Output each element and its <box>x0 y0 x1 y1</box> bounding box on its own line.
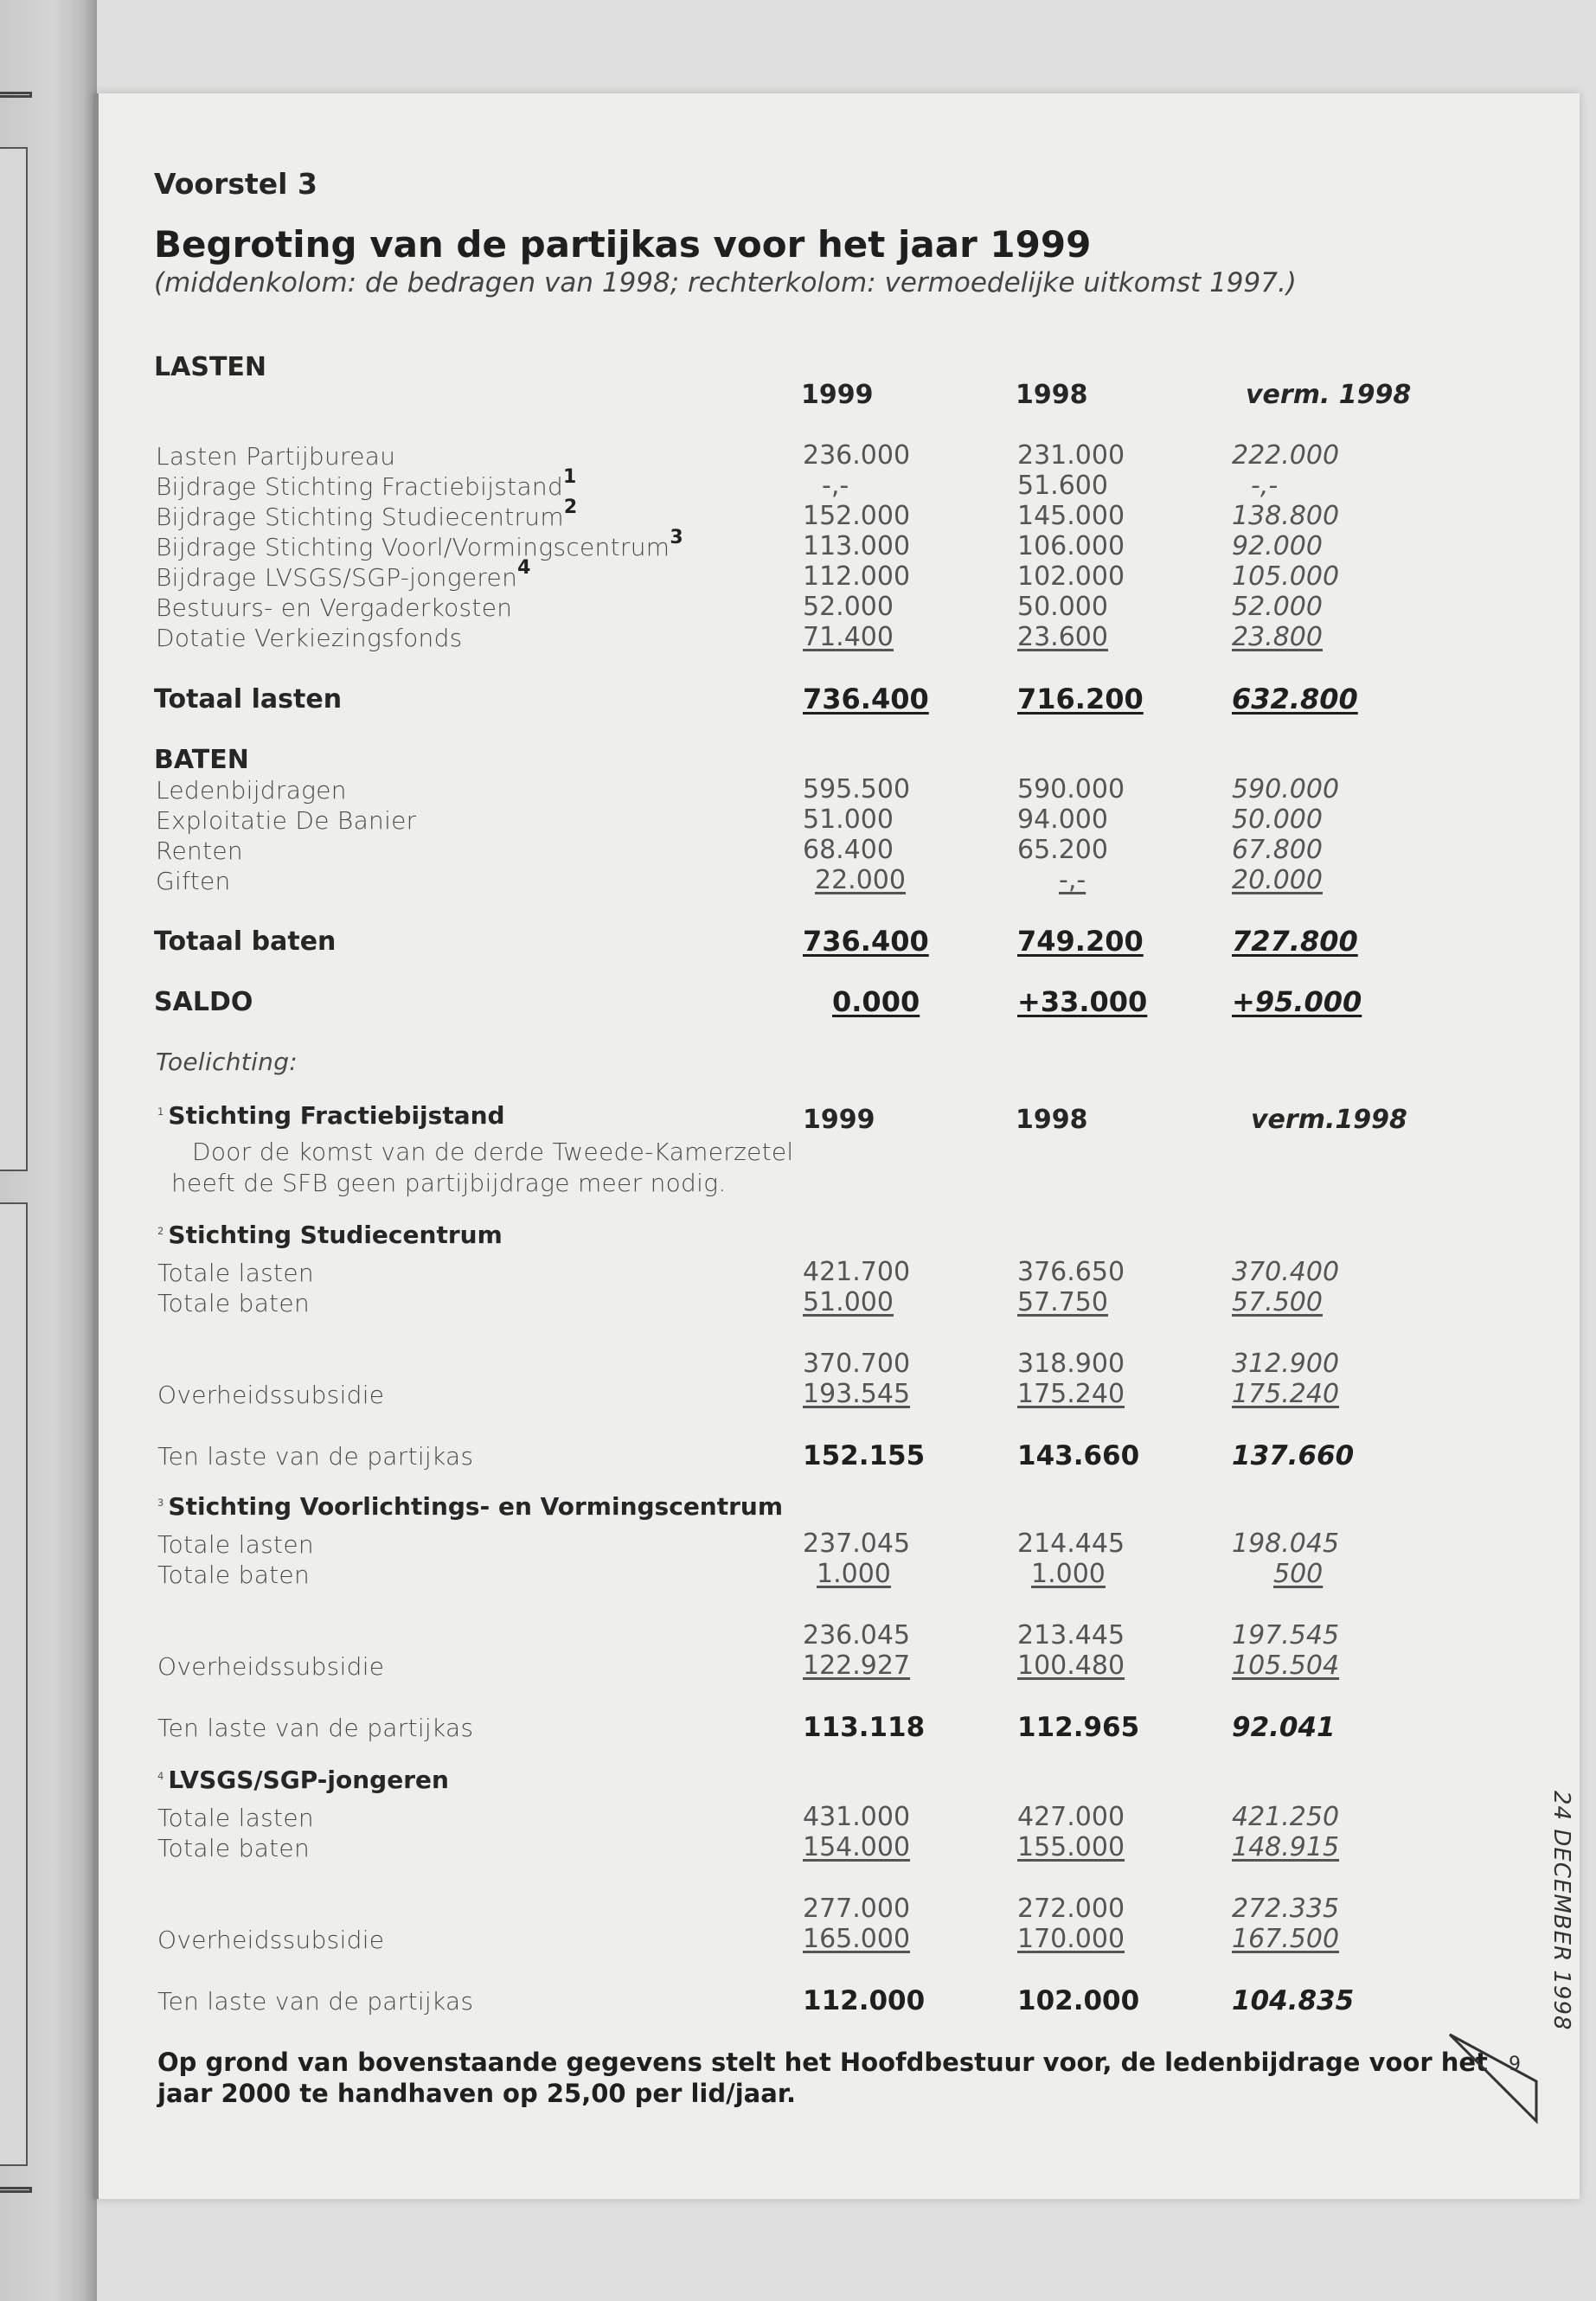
lasten-value: 152.000 <box>803 501 911 531</box>
binding-mark <box>0 2187 32 2193</box>
note4-value: 277.000 <box>803 1894 911 1924</box>
lasten-row-label <box>156 626 463 651</box>
saldo-1998: +33.000 <box>1017 985 1148 1018</box>
baten-value: 65.200 <box>1017 835 1108 865</box>
totaal-lasten-1999: 736.400 <box>803 683 929 715</box>
column-header-1999: 1999 <box>801 380 874 410</box>
lasten-value: 106.000 <box>1017 531 1125 561</box>
lasten-row-label-text: Bijdrage LVSGS/SGP-jongeren <box>156 563 518 592</box>
note3-row-label: Overheidssubsidie <box>157 1652 385 1681</box>
note4-value: 421.250 <box>1232 1802 1340 1832</box>
note4-value: 112.000 <box>803 1985 926 2016</box>
lasten-row-label <box>156 465 577 501</box>
note2-value: 193.545 <box>803 1379 911 1409</box>
note4-value: 167.500 <box>1232 1924 1340 1954</box>
note3-value: 112.965 <box>1017 1712 1140 1743</box>
baten-value: 590.000 <box>1017 774 1125 804</box>
lasten-row-label <box>156 442 396 471</box>
note3-value: 236.045 <box>803 1620 911 1650</box>
note2-number: 2 <box>157 1224 164 1237</box>
saldo-label: SALDO <box>154 987 253 1017</box>
note2-value: 175.240 <box>1017 1379 1125 1409</box>
note4-value: 165.000 <box>803 1924 911 1954</box>
lasten-row-label-text: Bestuurs- en Vergaderkosten <box>156 593 513 622</box>
note3-value: 1.000 <box>1031 1559 1106 1589</box>
lasten-value: 222.000 <box>1232 440 1340 471</box>
lasten-value: 51.600 <box>1017 471 1108 501</box>
note4-heading <box>157 1768 449 1792</box>
note4-value: 155.000 <box>1017 1832 1125 1862</box>
note2-heading <box>157 1223 503 1247</box>
page-corner-triangle-icon <box>1446 2031 1542 2126</box>
column-header-verm-1998: verm. 1998 <box>1246 380 1412 410</box>
baten-value: 67.800 <box>1232 835 1323 865</box>
note3-value: 1.000 <box>817 1559 891 1589</box>
baten-row-label: Exploitatie De Banier <box>156 806 417 835</box>
note2-value: 143.660 <box>1017 1440 1140 1471</box>
note3-value: 500 <box>1273 1559 1324 1589</box>
lasten-value: 113.000 <box>803 531 911 561</box>
issue-date: 24 DECEMBER 1998 <box>1548 1791 1574 2031</box>
note4-value: 272.335 <box>1232 1894 1340 1924</box>
baten-value: 94.000 <box>1017 804 1108 835</box>
note2-row-label: Ten laste van de partijkas <box>157 1442 474 1471</box>
footnote-ref: 4 <box>517 556 531 579</box>
note2-row-label: Totale baten <box>157 1289 311 1317</box>
note1-text: Door de komst van de derde Tweede-Kamerzetel <box>192 1138 794 1166</box>
lasten-value: 23.600 <box>1017 622 1108 652</box>
lasten-value: 92.000 <box>1232 531 1323 561</box>
note1-heading <box>157 1101 505 1130</box>
page-title: Begroting van de partijkas voor het jaar 1999 <box>154 223 1092 266</box>
baten-header: BATEN <box>154 745 249 775</box>
note3-row-label: Totale baten <box>157 1561 311 1589</box>
baten-value: 22.000 <box>815 865 906 895</box>
note4-number: 4 <box>157 1769 164 1782</box>
note3-value: 113.118 <box>803 1712 926 1743</box>
note3-value: 213.445 <box>1017 1620 1125 1650</box>
note3-heading <box>157 1492 784 1521</box>
saldo-1999: 0.000 <box>832 985 920 1018</box>
totaal-baten-1998: 749.200 <box>1017 925 1144 958</box>
note1-number: 1 <box>157 1105 164 1118</box>
note4-title: LVSGS/SGP-jongeren <box>168 1766 449 1794</box>
totaal-baten-1999: 736.400 <box>803 925 929 958</box>
lasten-value: 50.000 <box>1017 592 1108 622</box>
lasten-row-label <box>156 593 513 622</box>
note3-row-label: Totale lasten <box>157 1530 314 1559</box>
note4-row-label: Ten laste van de partijkas <box>157 1987 474 2016</box>
footnote-ref: 3 <box>670 526 683 548</box>
totaal-lasten-verm: 632.800 <box>1232 683 1358 715</box>
note3-value: 92.041 <box>1232 1712 1336 1743</box>
note4-value: 104.835 <box>1232 1985 1355 2016</box>
baten-value: 20.000 <box>1232 865 1323 895</box>
baten-value: 590.000 <box>1232 774 1340 804</box>
adjacent-page-edge <box>0 1202 28 2166</box>
lasten-value: 71.400 <box>803 622 894 652</box>
lasten-row-label-text: Bijdrage Stichting Studiecentrum <box>156 503 564 531</box>
footnote-ref: 2 <box>563 496 578 518</box>
note4-row-label: Overheidssubsidie <box>157 1926 385 1954</box>
baten-value: 51.000 <box>803 804 894 835</box>
note2-value: 175.240 <box>1232 1379 1340 1409</box>
note1-col-1999: 1999 <box>803 1105 875 1135</box>
note1-title: Stichting Fractiebijstand <box>168 1101 505 1130</box>
column-header-1998: 1998 <box>1016 380 1088 410</box>
note3-value: 214.445 <box>1017 1529 1125 1559</box>
note3-number: 3 <box>157 1496 164 1509</box>
lasten-row-label <box>156 496 578 531</box>
note2-value: 137.660 <box>1232 1440 1355 1471</box>
lasten-value: 52.000 <box>803 592 894 622</box>
lasten-value: -,- <box>1251 471 1279 501</box>
lasten-row-label-text: Bijdrage Stichting Voorl/Vormingscentrum <box>156 533 670 561</box>
note2-value: 152.155 <box>803 1440 926 1471</box>
note2-value: 57.750 <box>1017 1287 1108 1317</box>
totaal-baten-label: Totaal baten <box>154 926 337 957</box>
lasten-row-label-text: Lasten Partijbureau <box>156 442 396 471</box>
note3-value: 197.545 <box>1232 1620 1340 1650</box>
conclusion-text: jaar 2000 te handhaven op 25,00 per lid/jaar. <box>157 2079 796 2108</box>
section-label: Voorstel 3 <box>154 167 317 201</box>
note4-value: 148.915 <box>1232 1832 1340 1862</box>
note2-value: 370.400 <box>1232 1257 1340 1287</box>
note2-value: 51.000 <box>803 1287 894 1317</box>
note2-value: 370.700 <box>803 1349 911 1379</box>
lasten-value: 23.800 <box>1232 622 1323 652</box>
note2-row-label: Overheidssubsidie <box>157 1381 385 1409</box>
baten-row-label: Ledenbijdragen <box>156 776 347 804</box>
lasten-value: 112.000 <box>803 561 911 592</box>
footnote-ref: 1 <box>563 465 577 488</box>
note2-value: 318.900 <box>1017 1349 1125 1379</box>
toelichting-label: Toelichting: <box>156 1048 298 1076</box>
note3-value: 100.480 <box>1017 1650 1125 1681</box>
note4-row-label: Totale lasten <box>157 1804 314 1832</box>
lasten-value: 102.000 <box>1017 561 1125 592</box>
lasten-header: LASTEN <box>154 352 267 382</box>
lasten-value: 105.000 <box>1232 561 1340 592</box>
note3-value: 237.045 <box>803 1529 911 1559</box>
lasten-value: 145.000 <box>1017 501 1125 531</box>
lasten-row-label <box>156 556 531 592</box>
note3-row-label: Ten laste van de partijkas <box>157 1714 474 1742</box>
note2-title: Stichting Studiecentrum <box>168 1221 503 1249</box>
note4-value: 170.000 <box>1017 1924 1125 1954</box>
lasten-value: 231.000 <box>1017 440 1125 471</box>
note4-value: 102.000 <box>1017 1985 1140 2016</box>
note3-title: Stichting Voorlichtings- en Vormingscentrum <box>168 1492 784 1521</box>
lasten-value: 236.000 <box>803 440 911 471</box>
totaal-lasten-1998: 716.200 <box>1017 683 1144 715</box>
note2-value: 57.500 <box>1232 1287 1323 1317</box>
page-spine <box>93 93 99 2199</box>
adjacent-page-edge <box>0 147 28 1171</box>
baten-value: 595.500 <box>803 774 911 804</box>
note2-value: 312.900 <box>1232 1349 1340 1379</box>
note3-value: 105.504 <box>1232 1650 1340 1681</box>
note1-col-verm: verm.1998 <box>1251 1105 1407 1135</box>
note4-value: 427.000 <box>1017 1802 1125 1832</box>
baten-value: -,- <box>1059 865 1086 895</box>
binding-mark <box>0 92 32 98</box>
note1-col-1998: 1998 <box>1016 1105 1088 1135</box>
note2-row-label: Totale lasten <box>157 1259 314 1287</box>
baten-row-label: Renten <box>156 836 243 865</box>
page-number: 9 <box>1509 2054 1521 2075</box>
baten-value: 68.400 <box>803 835 894 865</box>
totaal-lasten-label: Totaal lasten <box>154 684 343 715</box>
conclusion-text: Op grond van bovenstaande gegevens stelt het Hoofdbestuur voor, de ledenbijdrage voor het <box>157 2048 1488 2077</box>
baten-row-label: Giften <box>156 867 231 895</box>
note2-value: 376.650 <box>1017 1257 1125 1287</box>
lasten-row-label-text: Bijdrage Stichting Fractiebijstand <box>156 472 564 501</box>
lasten-value: -,- <box>822 471 849 501</box>
note4-value: 431.000 <box>803 1802 911 1832</box>
note4-value: 272.000 <box>1017 1894 1125 1924</box>
saldo-verm: +95.000 <box>1232 985 1362 1018</box>
note3-value: 122.927 <box>803 1650 911 1681</box>
totaal-baten-verm: 727.800 <box>1232 925 1358 958</box>
lasten-value: 138.800 <box>1232 501 1340 531</box>
note4-value: 154.000 <box>803 1832 911 1862</box>
lasten-row-label <box>156 526 683 561</box>
lasten-value: 52.000 <box>1232 592 1323 622</box>
note1-text: heeft de SFB geen partijbijdrage meer nodig. <box>171 1169 727 1197</box>
note3-value: 198.045 <box>1232 1529 1340 1559</box>
note2-value: 421.700 <box>803 1257 911 1287</box>
page-subtitle: (middenkolom: de bedragen van 1998; rechterkolom: vermoedelijke uitkomst 1997.) <box>154 267 1297 298</box>
note4-row-label: Totale baten <box>157 1834 311 1862</box>
baten-value: 50.000 <box>1232 804 1323 835</box>
lasten-row-label-text: Dotatie Verkiezingsfonds <box>156 624 463 652</box>
